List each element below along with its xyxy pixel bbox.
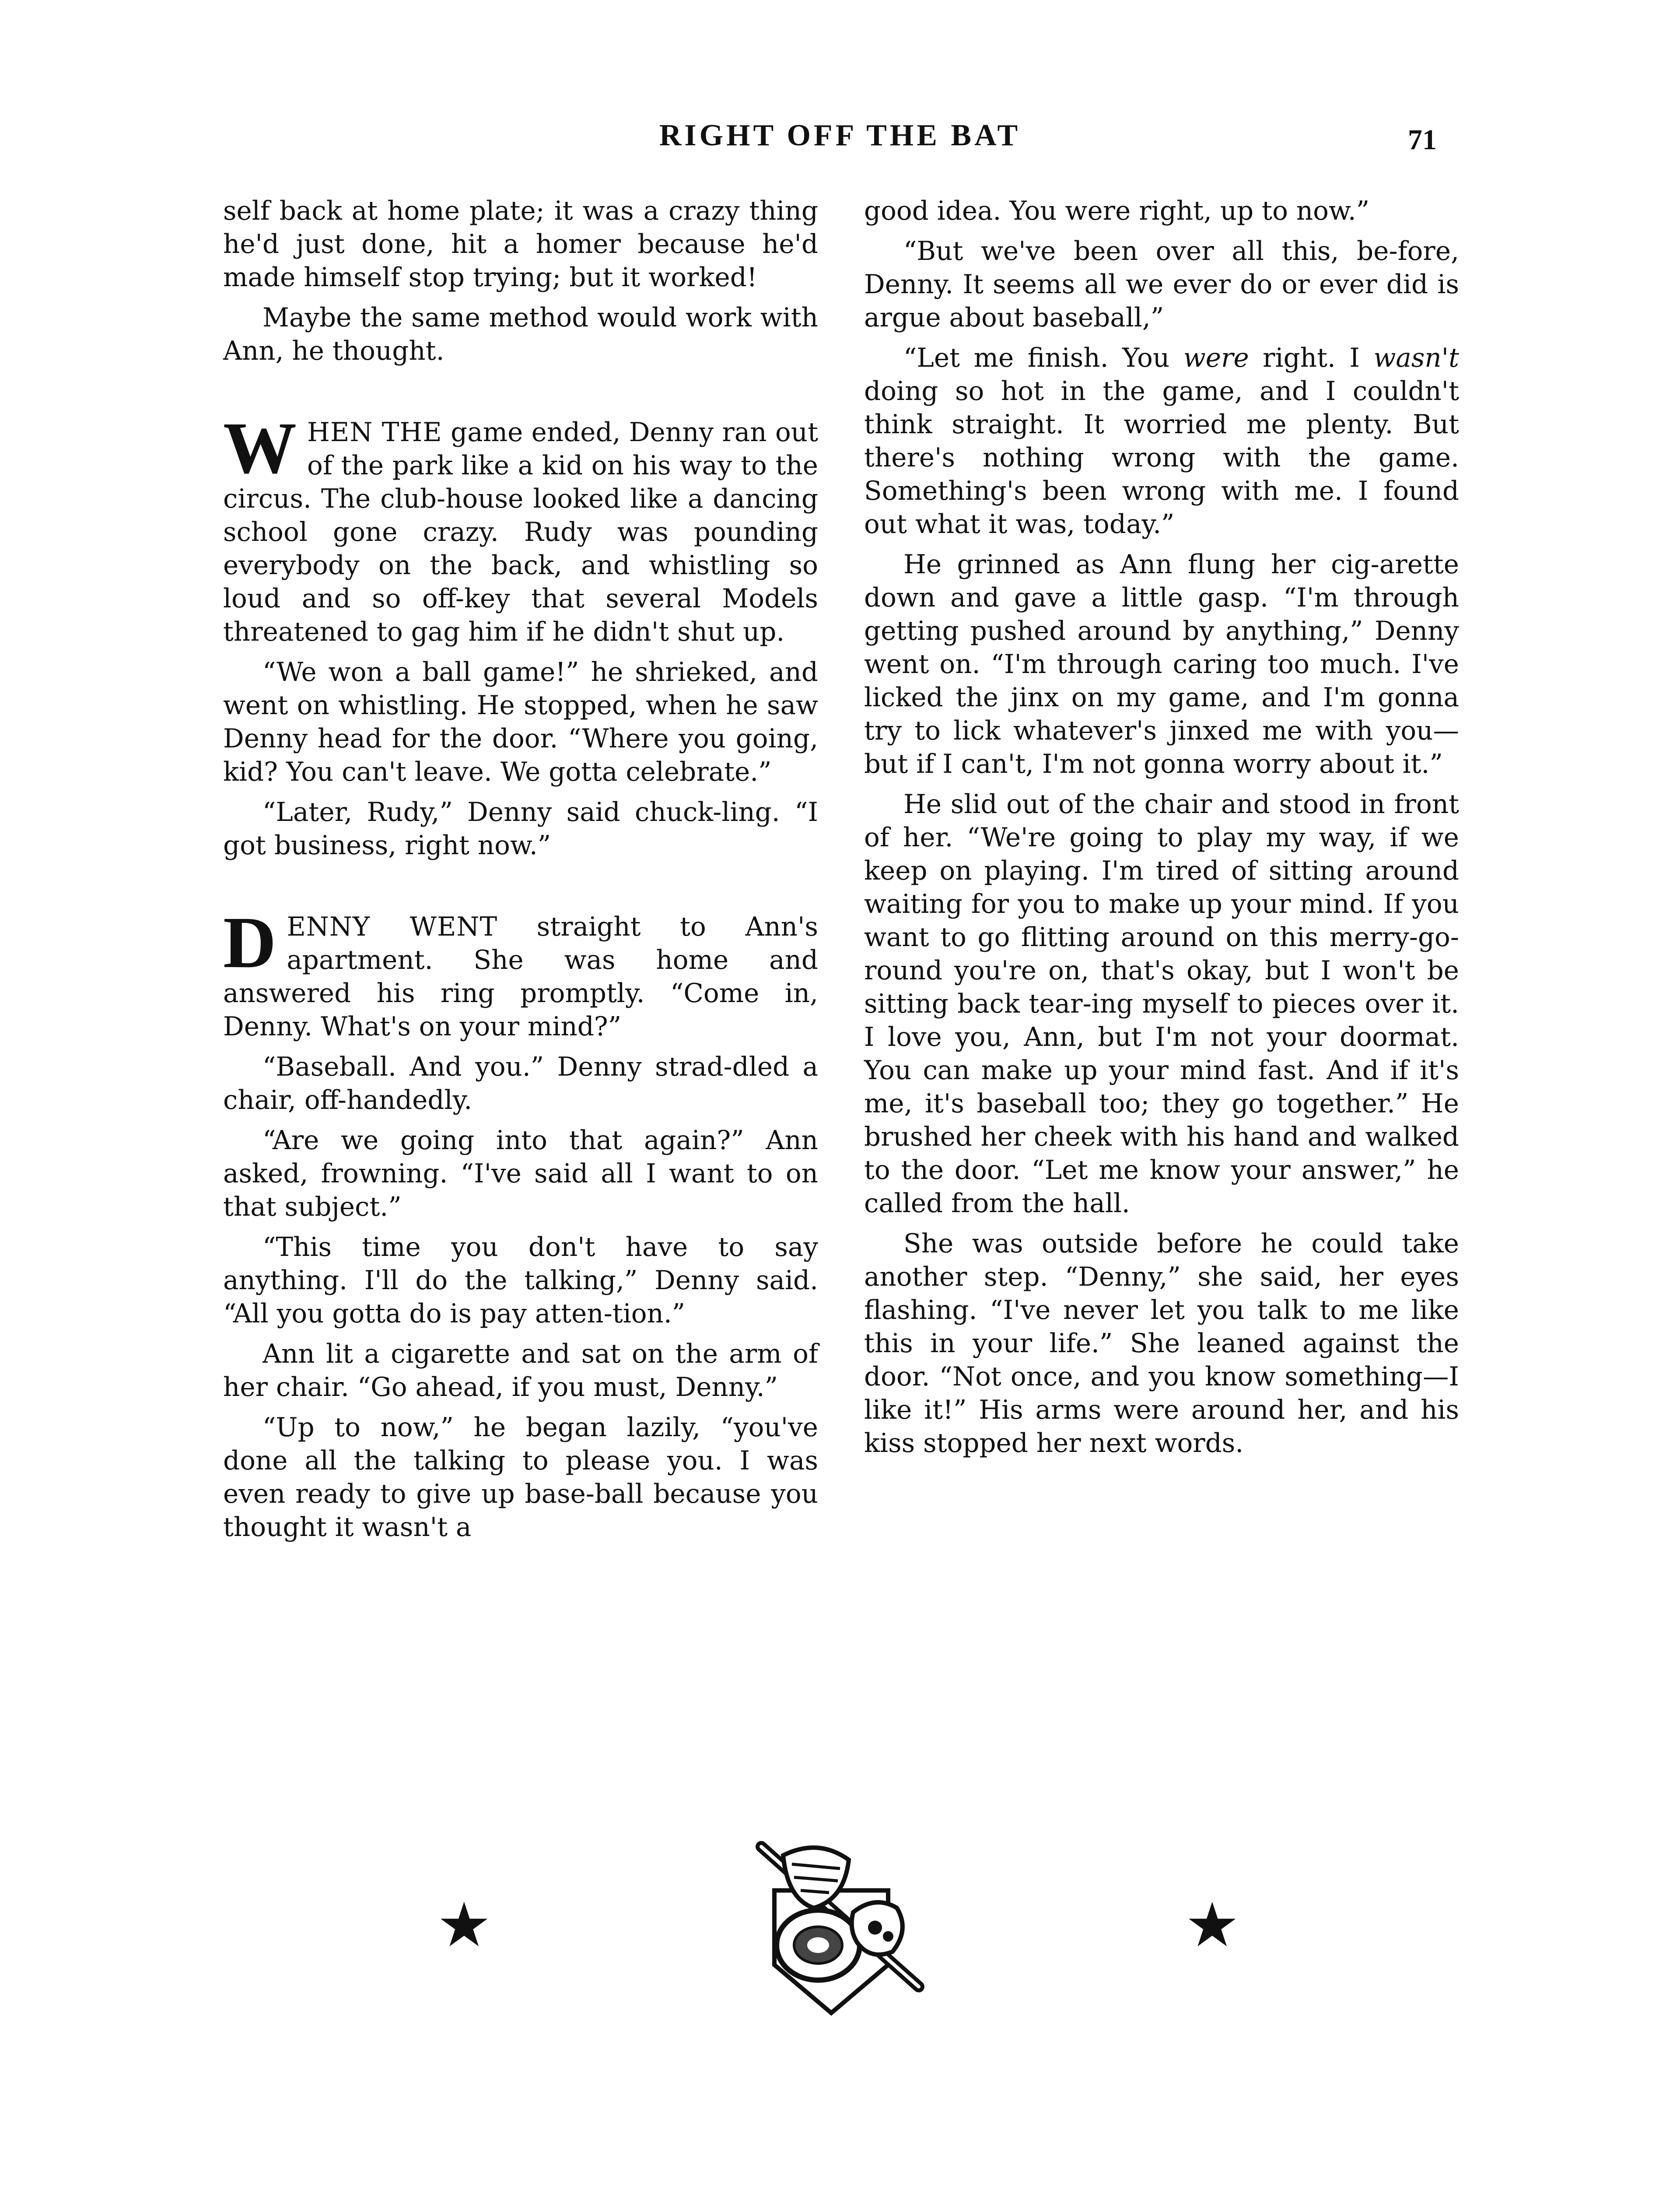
paragraph: She was outside before he could take another step. “Denny,” she said, her eyes flashing. “I've never let you talk to me like this in your life.” She leaned against the door. “Not once, and you know something—I like it!” His arms were around her, and his kiss stopped her next words. [864,1229,1459,1459]
star-icon: ★ [437,1890,492,1961]
paragraph: good idea. You were right, up to now.” [864,196,1370,226]
section-opening [223,407,818,649]
section-text: game ended, Denny ran out of the park like a kid on his way to the circus. The club-house looked like a dancing school gone crazy. Rudy was pounding everybody on the back, and whistling so loud and so off-key that several Models threatened to gag him if he didn't shut up. [223,417,818,647]
paragraph: He slid out of the chair and stood in front of her. “We're going to play my way, if we keep on playing. I'm tired of sitting around waiting for you to make up your mind. If you want to go flitting around on this merry-go-round you're on, that's okay, but I won't be sitting back tear-ing myself to pieces over it. I love you, Ann, but I'm not your doormat. You can make up your mind fast. And if it's me, it's baseball too; they go together.” He brushed her cheek with his hand and walked to the door. “Let me know your answer,” he called from the hall. [864,789,1459,1219]
paragraph: Maybe the same method would work with Ann, he thought. [223,303,818,366]
section-lead: ENNY WENT [287,912,498,942]
text-run: right. I [1249,343,1374,373]
paragraph: “We won a ball game!” he shrieked, and went on whistling. He stopped, when he saw Denny head for the door. “Where you going, kid? You can't leave. We gotta celebrate.” [223,657,818,787]
text-run: “Let me finish. You [903,343,1183,373]
left-column [223,195,818,1544]
baseball-equipment-icon [744,1834,936,2026]
emphasis: wasn't [1373,343,1459,373]
paragraph: Ann lit a cigarette and sat on the arm of her chair. “Go ahead, if you must, Denny.” [223,1339,818,1403]
text-run: doing so hot in the game, and I couldn't think straight. It worried me plenty. But there's nothing wrong with the game. Something's been wrong with me. I found out what it was, today.” [864,376,1459,540]
emphasis: were [1183,343,1249,373]
header-title: RIGHT OFF THE BAT [659,119,1021,152]
end-ornament [0,1829,1680,2030]
paragraph: “Later, Rudy,” Denny said chuck-ling. “I got business, right now.” [223,797,818,861]
star-icon: ★ [1185,1890,1240,1961]
paragraph [864,342,1459,541]
right-column [864,195,1459,1460]
paragraph: “Are we going into that again?” Ann asked, frowning. “I've said all I want to on that subject.” [223,1126,818,1222]
paragraph: “This time you don't have to say anything. I'll do the talking,” Denny said. “All you gotta do is pay atten-tion.” [223,1232,818,1329]
paragraph: He grinned as Ann flung her cig-arette down and gave a little gasp. “I'm through getting pushed around by anything,” Denny went on. “I'm through caring too much. I've licked the jinx on my game, and I'm gonna try to lick whatever's jinxed me with you—but if I can't, I'm not gonna worry about it.” [864,550,1459,779]
section-text: straight to Ann's apartment. She was home and answered his ring promptly. “Come in, Denny. What's on your mind?” [223,912,818,1042]
paragraph: “Up to now,” he began lazily, “you've done all the talking to please you. I was even ready to give up base-ball because you thought it wasn't a [223,1413,818,1543]
drop-cap: W [223,407,297,489]
paragraph: self back at home plate; it was a crazy thing he'd just done, hit a homer because he'd made himself stop trying; but it worked! [223,196,818,293]
page-number: 71 [1408,124,1437,156]
paragraph: “But we've been over all this, be-fore, Denny. It seems all we ever do or ever did is argue about baseball,” [864,236,1459,333]
drop-cap: D [223,902,276,983]
section-lead: HEN THE [307,417,442,448]
paragraph: “Baseball. And you.” Denny strad-dled a chair, off-handedly. [223,1052,818,1115]
section-opening [223,902,818,1044]
